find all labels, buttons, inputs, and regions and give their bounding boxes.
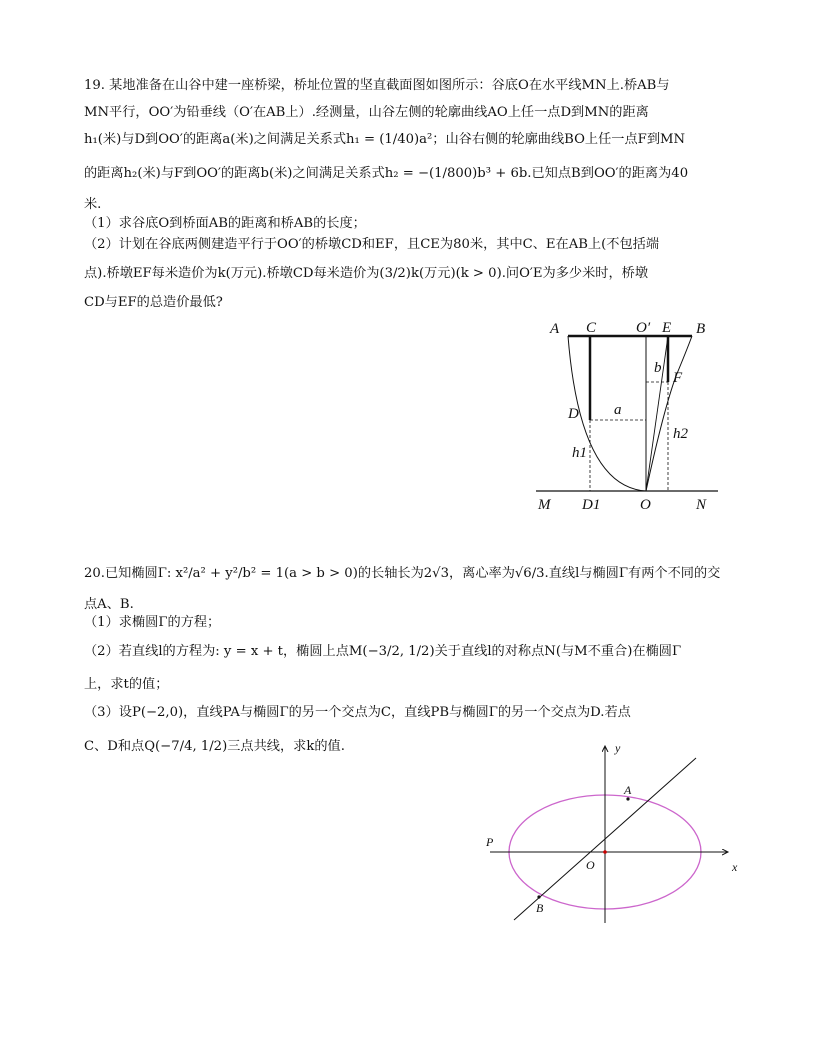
label-O-prime: O′ (636, 320, 651, 336)
point-B (537, 895, 540, 898)
p20-part-2a: （2）若直线l的方程为: y = x + t，椭圆上点M(−3/2, 1/2)关于直线l的对称点N(与M不重合)在椭圆Γ (84, 644, 682, 659)
label-E: E (662, 320, 672, 336)
label-h1: h1 (572, 445, 587, 461)
label-P: P (486, 835, 494, 849)
p19-line-3: h₁(米)与D到OO′的距离a(米)之间满足关系式h₁ = (1/40)a²；山谷右侧的轮廓曲线BO上任一点F到MN (84, 132, 686, 147)
p19-line-2: MN平行，OO′为铅垂线（O′在AB上）.经测量，山谷左侧的轮廓曲线AO上任一点D到MN的距离 (84, 105, 649, 120)
bridge-valley-figure (528, 312, 728, 517)
p19-part-1: （1）求谷底O到桥面AB的距离和桥AB的长度； (84, 216, 366, 231)
p19-part-2a: （2）计划在谷底两侧建造平行于OO′的桥墩CD和EF，且CE为80米，其中C、E在AB上(不包括端 (84, 237, 660, 252)
p20-line-1: 20.已知椭圆Γ: x²/a² + y²/b² = 1(a > b > 0)的长轴长为2√3，离心率为√6/3.直线l与椭圆Γ有两个不同的交 (84, 566, 721, 581)
label-B: B (696, 321, 706, 337)
p19-part-2b: 点).桥墩EF每米造价为k(万元).桥墩CD每米造价为(3/2)k(万元)(k > 0).问O′E为多少米时，桥墩 (84, 266, 649, 281)
label-B: B (536, 901, 544, 915)
p20-part-1: （1）求椭圆Γ的方程； (84, 615, 221, 630)
p20-part-3b: C、D和点Q(−7/4, 1/2)三点共线，求k的值. (84, 739, 345, 754)
label-F: F (673, 370, 683, 386)
origin-dot (603, 850, 607, 854)
valley-left-curve (568, 336, 646, 491)
ellipse-figure (476, 738, 748, 933)
p19-line-1: 19. 某地准备在山谷中建一座桥梁，桥址位置的坚直截面图如图所示：谷底O在水平线MN上.桥AB与 (84, 78, 670, 93)
p20-part-3a: （3）设P(−2,0)，直线PA与椭圆Γ的另一个交点为C，直线PB与椭圆Γ的另一个交点为D.若点 (84, 705, 631, 720)
label-b: b (654, 360, 662, 376)
p20-line-2: 点A、B. (84, 597, 134, 612)
label-h2: h2 (673, 426, 688, 442)
label-y: y (615, 741, 621, 755)
p20-part-2b: 上，求t的值； (84, 677, 169, 692)
label-A: A (624, 783, 632, 797)
label-x: x (732, 860, 738, 874)
label-D1: D1 (582, 497, 601, 513)
p19-line-5: 米. (84, 197, 102, 212)
label-O: O (586, 858, 595, 872)
label-O: O (640, 497, 651, 513)
p19-part-2c: CD与EF的总造价最低? (84, 295, 223, 310)
label-D: D (568, 406, 579, 422)
label-C: C (586, 320, 597, 336)
label-N: N (696, 497, 707, 513)
label-A: A (550, 321, 560, 337)
label-M: M (538, 497, 551, 513)
p19-line-4: 的距离h₂(米)与F到OO′的距离b(米)之间满足关系式h₂ = −(1/800)b³ + 6b.已知点B到OO′的距离为40 (84, 166, 689, 181)
label-a: a (614, 402, 622, 418)
point-A (626, 797, 629, 800)
